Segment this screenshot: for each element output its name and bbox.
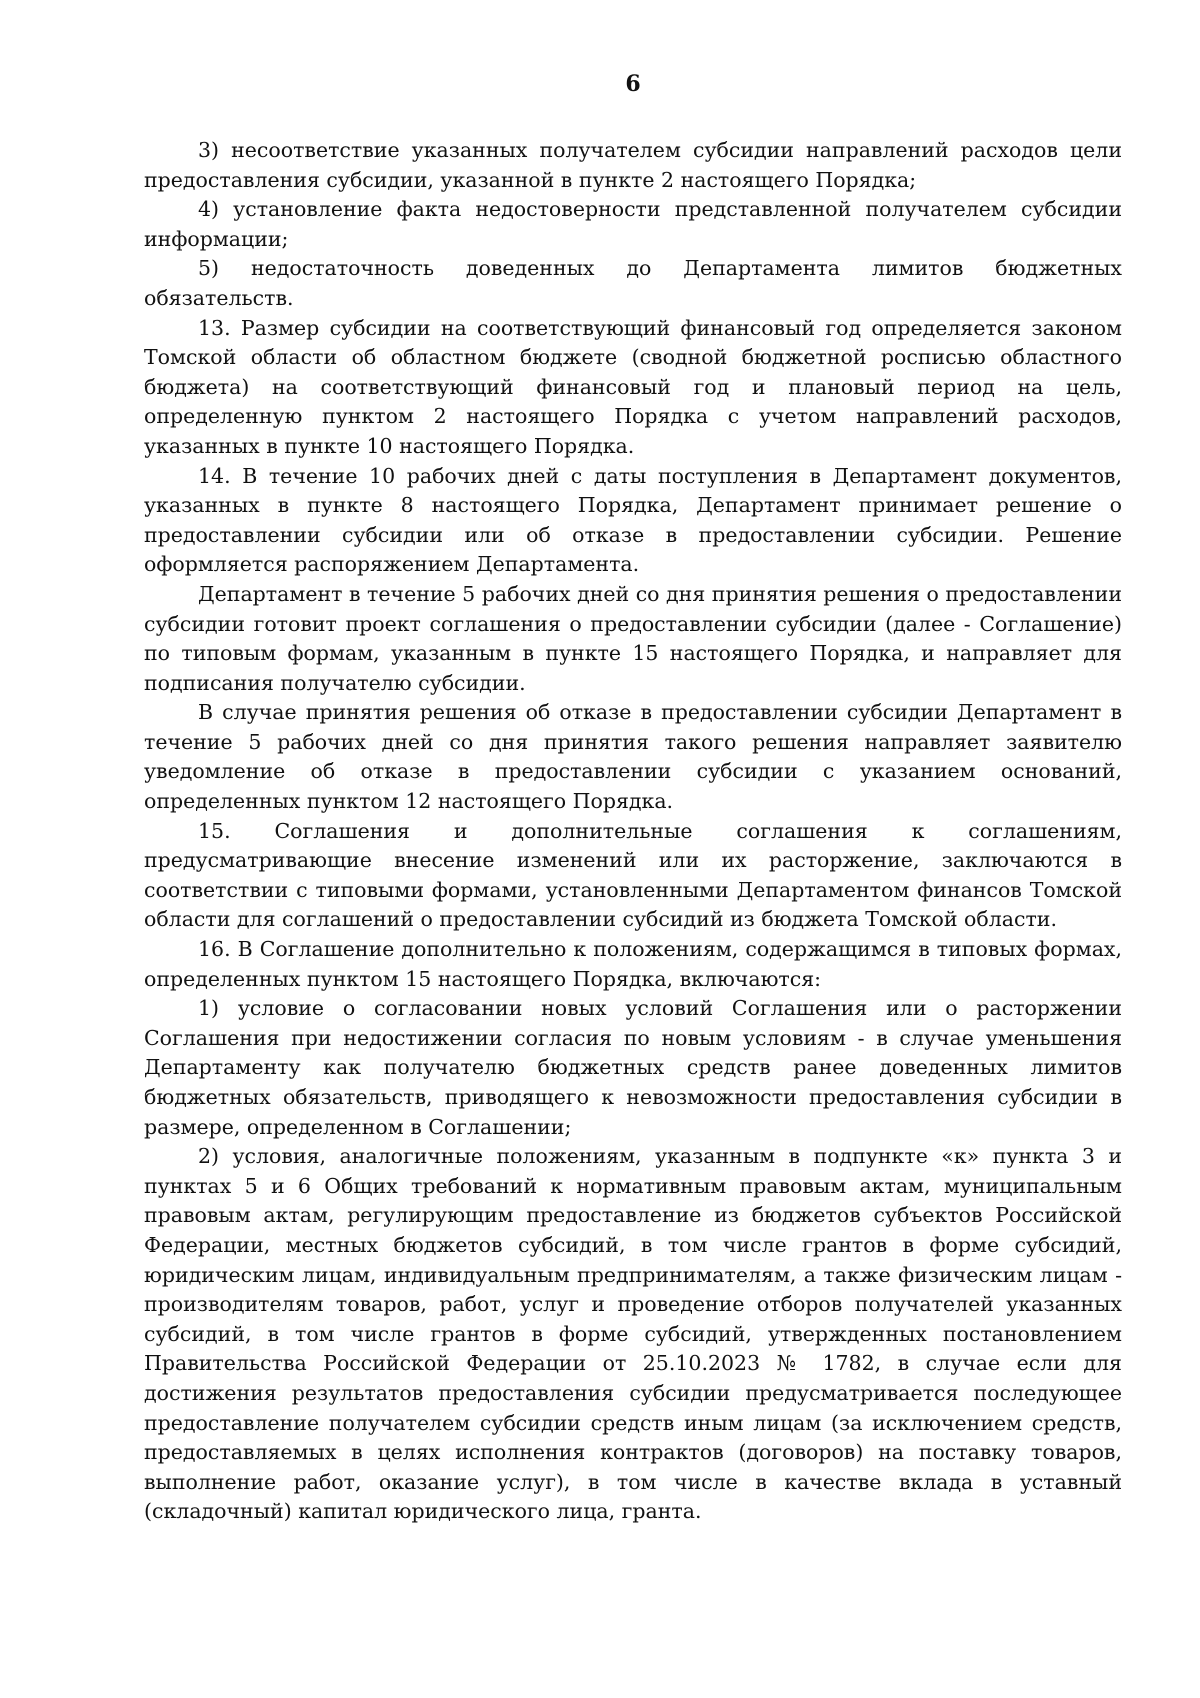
page-number: 6 <box>625 71 641 97</box>
clause-13: 13. Размер субсидии на соответствующий финансовый год определяется законом Томской области об областном бюджете (сводной бюджетной росписью областного бюджета) на соответствующий финансовый год и плановый период на цель, определенную пунктом 2 настоящего Порядка с учетом направлений расходов, указанных в пункте 10 настоящего Порядка. <box>144 315 1122 458</box>
clause-16-item-2: 2) условия, аналогичные положениям, указанным в подпункте «к» пункта 3 и пунктах 5 и 6 Общих требований к нормативным правовым актам, муниципальным правовым актам, регулирующим предоставление из бюджетов субъектов Российской Федерации, местных бюджетов субсидий, в том числе грантов в форме субсидий, юридическим лицам, индивидуальным предпринимателям, а также физическим лицам - производителям товаров, работ, услуг и проведение отборов получателей указанных субсидий, в том числе грантов в форме субсидий, утвержденных постановлением Правительства Российской Федерации от 25.10.2023 № 1782, в случае если для достижения результатов предоставления субсидии предусматривается последующее предоставление получателем субсидии средств иным лицам (за исключением средств, предоставляемых в целях исполнения контрактов (договоров) на поставку товаров, выполнение работ, оказание услуг), в том числе в качестве вклада в уставный (складочный) капитал юридического лица, гранта. <box>144 1144 1122 1524</box>
clause-16-item-1: 1) условие о согласовании новых условий Соглашения или о расторжении Соглашения при недостижении согласия по новым условиям - в случае уменьшения Департаменту как получателю бюджетных средств ранее доведенных лимитов бюджетных обязательств, приводящего к невозможности предоставления субсидии в размере, определенном в Соглашении; <box>144 996 1122 1139</box>
clause-16: 16. В Соглашение дополнительно к положениям, содержащимся в типовых формах, определенных пунктом 15 настоящего Порядка, включаются: <box>144 937 1122 991</box>
clause-14-paragraph-2: Департамент в течение 5 рабочих дней со дня принятия решения о предоставлении субсидии готовит проект соглашения о предоставлении субсидии (далее - Соглашение) по типовым формам, указанным в пункте 15 настоящего Порядка, и направляет для подписания получателю субсидии. <box>144 581 1122 695</box>
clause-15: 15. Соглашения и дополнительные соглашения к соглашениям, предусматривающие внесение изменений или их расторжение, заключаются в соответствии с типовыми формами, установленными Департаментом финансов Томской области для соглашений о предоставлении субсидий из бюджета Томской области. <box>144 818 1122 932</box>
clause-12-item-3: 3) несоответствие указанных получателем субсидии направлений расходов цели предоставления субсидии, указанной в пункте 2 настоящего Порядка; <box>144 138 1122 192</box>
clause-12-item-4: 4) установление факта недостоверности представленной получателем субсидии информации; <box>144 197 1122 251</box>
clause-14: 14. В течение 10 рабочих дней с даты поступления в Департамент документов, указанных в пункте 8 настоящего Порядка, Департамент принимает решение о предоставлении субсидии или об отказе в предоставлении субсидии. Решение оформляется распоряжением Департамента. <box>144 463 1122 577</box>
clause-14-paragraph-3: В случае принятия решения об отказе в предоставлении субсидии Департамент в течение 5 рабочих дней со дня принятия такого решения направляет заявителю уведомление об отказе в предоставлении субсидии с указанием оснований, определенных пунктом 12 настоящего Порядка. <box>144 700 1122 814</box>
document-page <box>144 70 1122 1527</box>
clause-12-item-5: 5) недостаточность доведенных до Департамента лимитов бюджетных обязательств. <box>144 256 1122 310</box>
